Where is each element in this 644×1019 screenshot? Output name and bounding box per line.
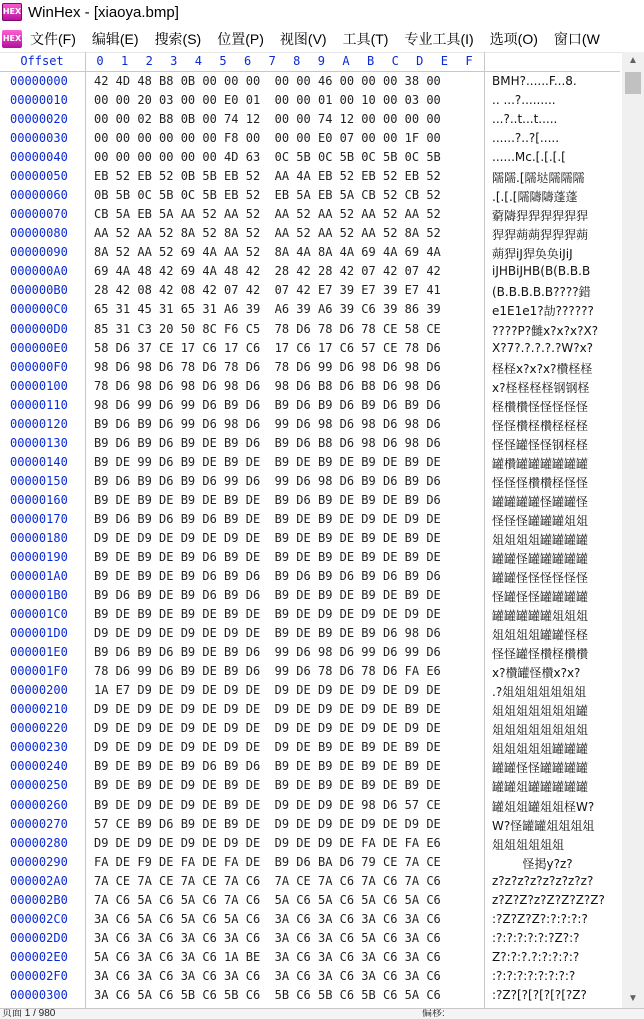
row-text[interactable]: 罐罐俎罐罐罐罐罐 [492,780,589,795]
row-hex-bytes[interactable]: 58 D6 37 CE 17 C6 17 C6 17 C6 17 C6 57 CE 78 D6 [94,340,441,355]
row-text[interactable]: ????P?雠x?x?x?X? [492,323,599,338]
hex-row[interactable] [0,910,620,929]
column-header-7: 7 [268,54,276,68]
row-text[interactable]: 蒴猂iJ猂奂奂iJiJ [492,247,573,262]
row-text[interactable]: 怪怪罐怪欑柽欑欑 [492,647,589,662]
menu-options[interactable]: 选项(O) [489,31,538,47]
row-offset: 00000010 [10,93,68,108]
winhex-app-icon[interactable]: HEX [2,3,22,21]
column-header-B: B [366,54,375,68]
row-offset: 00000300 [10,987,68,1002]
row-offset: 000002E0 [10,949,68,964]
row-offset: 00000000 [10,74,68,88]
row-text[interactable]: Z?:?:?.?:?:?:?:? [492,949,580,964]
offset-column-header: Offset [20,54,64,68]
row-hex-bytes[interactable]: 69 4A 48 42 69 4A 48 42 28 42 28 42 07 42 07 42 [94,264,441,279]
row-text[interactable]: 怪罐怪怪罐罐罐罐 [492,590,589,605]
hex-row[interactable] [0,567,620,586]
menu-view[interactable]: 视图(V) [279,31,327,47]
hex-row[interactable] [0,967,620,986]
hex-row[interactable] [0,129,620,148]
hex-row[interactable] [0,281,620,300]
row-offset: 00000060 [10,188,68,203]
row-offset: 00000260 [10,797,68,812]
hex-row[interactable] [0,510,620,529]
hex-row[interactable] [0,339,620,358]
menu-tools[interactable]: 工具(T) [342,31,389,47]
row-hex-bytes[interactable]: 5A C6 3A C6 3A C6 1A BE 3A C6 3A C6 3A C6 3A C6 [94,949,441,964]
row-hex-bytes[interactable]: 78 D6 99 D6 B9 DE B9 D6 99 D6 78 D6 78 D6 FA E6 [94,664,441,679]
row-hex-bytes[interactable]: B9 DE B9 DE D9 DE B9 DE B9 DE B9 DE B9 DE B9 DE [94,778,441,793]
row-offset: 00000230 [10,740,68,755]
row-text[interactable]: ......?..?[..... [492,131,560,146]
row-offset: 00000270 [10,816,68,831]
menu-file[interactable]: 文件(F) [30,31,76,47]
row-hex-bytes[interactable]: 28 42 08 42 08 42 07 42 07 42 E7 39 E7 39 E7 41 [94,283,441,298]
title-bar [0,0,644,24]
hex-row[interactable] [0,738,620,757]
scroll-up-icon[interactable]: ▲ [628,55,638,66]
row-text[interactable]: 怪怪欑柽欑柽柽柽 [492,418,589,433]
row-offset: 00000220 [10,721,68,736]
hex-row[interactable] [0,377,620,396]
row-hex-bytes[interactable]: 3A C6 3A C6 3A C6 3A C6 3A C6 3A C6 5A C6 3A C6 [94,930,441,945]
hex-row[interactable] [0,624,620,643]
row-text[interactable]: e1E1e1?劼?????? [492,304,594,319]
row-offset: 000002F0 [10,968,68,983]
row-offset: 00000140 [10,454,68,469]
row-text[interactable]: 罐罐罐罐怪罐罐怪 [492,494,589,509]
row-offset: 000001A0 [10,569,68,584]
menu-edit[interactable]: 编辑(E) [91,31,139,47]
hex-row[interactable] [0,891,620,910]
row-offset: 000002B0 [10,892,68,907]
hex-row[interactable] [0,72,620,91]
column-header-3: 3 [170,54,178,68]
row-offset: 00000190 [10,550,68,564]
hex-row[interactable] [0,205,620,224]
vertical-scrollbar[interactable] [622,52,644,1008]
hex-row[interactable] [0,776,620,795]
row-hex-bytes[interactable]: D9 DE D9 DE D9 DE D9 DE D9 DE B9 DE B9 DE B9 DE [94,740,441,755]
hex-row[interactable] [0,243,620,262]
hex-row[interactable] [0,300,620,319]
status-bar [0,1008,644,1019]
row-text[interactable]: 俎俎俎俎俎俎俎罐 [492,704,589,719]
row-offset: 000001C0 [10,607,68,622]
row-text[interactable]: 怪怪怪欑欑柽怪怪 [492,475,589,490]
hex-row[interactable] [0,472,620,491]
row-text[interactable]: 怪掲y?z? [492,856,573,871]
row-offset: 000000E0 [10,340,68,355]
page-indicator: 页面 1 / 980 [2,1008,56,1019]
row-hex-bytes[interactable]: D9 DE D9 DE D9 DE D9 DE D9 DE D9 DE FA DE FA E6 [94,835,441,850]
row-offset: 00000250 [10,778,68,793]
row-text[interactable]: .[.[.[隭隯隯蓬蓬 [492,190,578,205]
row-text[interactable]: :?:?:?:?:?:?Z?:? [492,930,580,945]
row-text[interactable]: 藭隯猂猂猂猂猂猂 [492,209,589,224]
row-offset: 00000180 [10,530,68,545]
row-text[interactable]: z?z?z?z?z?z?z?z? [492,873,594,888]
row-offset: 000000D0 [10,321,68,336]
row-text[interactable]: 罐罐怪罐罐罐罐罐 [492,552,589,566]
column-header-8: 8 [293,54,301,68]
row-text[interactable]: X?7?.?.?.?.?W?x? [492,340,594,355]
row-hex-bytes[interactable]: AA 52 AA 52 8A 52 8A 52 AA 52 AA 52 AA 52 8A 52 [94,226,441,241]
row-offset: 00000040 [10,150,68,165]
row-offset: 000000F0 [10,359,68,374]
column-header-F: F [465,54,473,68]
row-offset: 000000C0 [10,302,68,317]
row-hex-bytes[interactable]: 78 D6 98 D6 98 D6 98 D6 98 D6 B8 D6 B8 D6 98 D6 [94,378,441,393]
row-text[interactable]: x?柽柽柽柽钢钢柽 [492,380,590,395]
scroll-down-icon[interactable]: ▼ [628,993,638,1004]
menu-window[interactable]: 窗口(W [553,31,600,47]
hex-row[interactable] [0,948,620,967]
row-hex-bytes[interactable]: B9 DE B9 DE B9 D6 B9 D6 B9 D6 B9 D6 B9 D6 B9 D6 [94,569,441,584]
row-text[interactable]: 俎俎俎俎俎俎 [492,837,565,852]
row-text[interactable]: 猂猂蒴蒴猂猂猂蒴 [492,228,589,243]
row-hex-bytes[interactable]: B9 DE 99 D6 B9 DE B9 DE B9 DE B9 DE B9 DE B9 DE [94,454,441,469]
row-offset: 00000170 [10,511,68,526]
row-offset: 00000030 [10,131,68,146]
row-hex-bytes[interactable]: EB 52 EB 52 0B 5B EB 52 AA 4A EB 52 EB 52 EB 52 [94,169,441,184]
row-hex-bytes[interactable]: FA DE F9 DE FA DE FA DE B9 D6 BA D6 79 CE 7A CE [94,854,441,869]
row-offset: 00000210 [10,702,68,717]
row-hex-bytes[interactable]: 1A E7 D9 DE D9 DE D9 DE D9 DE D9 DE D9 DE D9 DE [94,683,441,698]
row-offset: 000002A0 [10,873,68,888]
row-hex-bytes[interactable]: 00 00 00 00 00 00 F8 00 00 00 E0 07 00 00 1F 00 [94,131,441,146]
column-header-A: A [342,54,350,68]
row-text[interactable]: ...?..t...t..... [492,112,558,127]
column-header-9: 9 [317,54,325,68]
hex-editor-view[interactable] [0,52,620,1008]
row-text[interactable]: (B.B.B.B.B????錯 [492,285,591,300]
hex-row[interactable] [0,110,620,129]
row-offset: 00000080 [10,226,68,241]
column-header-D: D [416,54,424,68]
hex-row[interactable] [0,396,620,415]
row-text[interactable]: 柽欑欑怪怪怪怪怪 [492,399,589,414]
document-hex-icon[interactable]: HEX [2,30,22,48]
row-offset: 000001B0 [10,588,68,603]
row-offset: 00000050 [10,169,68,184]
hex-row[interactable] [0,986,620,1005]
row-text[interactable]: 柽柽x?x?x?欑柽柽 [492,361,593,376]
row-offset: 00000280 [10,835,68,850]
row-text[interactable]: 俎俎俎俎俎罐罐罐 [492,742,589,757]
row-hex-bytes[interactable]: B9 D6 B9 D6 B9 DE B9 D6 B9 D6 B8 D6 98 D6 98 D6 [94,435,441,450]
row-hex-bytes[interactable]: 8A 52 AA 52 69 4A AA 52 8A 4A 8A 4A 69 4A 69 4A [94,245,441,260]
row-hex-bytes[interactable]: B9 DE D9 DE D9 DE B9 DE D9 DE D9 DE 98 D6 57 CE [94,797,441,812]
row-offset: 000001F0 [10,664,68,679]
row-text[interactable]: 罐俎俎罐俎俎柽W? [492,799,595,814]
menu-bar [0,26,644,53]
row-text[interactable]: 俎俎俎俎俎俎俎俎 [492,723,589,738]
row-offset: 000002D0 [10,930,68,945]
hex-row[interactable] [0,681,620,700]
column-header-C: C [391,54,399,68]
hex-row[interactable] [0,796,620,815]
hex-row[interactable] [0,815,620,834]
hex-row[interactable] [0,719,620,738]
row-text[interactable]: 罐欑罐罐罐罐罐罐 [492,456,589,471]
hex-row[interactable] [0,91,620,110]
offset-indicator: 偏移: [422,1008,445,1019]
row-text[interactable]: 罐罐怪怪罐罐罐罐 [492,761,589,776]
hex-row[interactable] [0,757,620,776]
scroll-thumb[interactable] [625,72,641,94]
hex-row[interactable] [0,415,620,434]
row-text[interactable]: 俎俎俎俎罐罐罐罐 [492,532,589,547]
hex-row[interactable] [0,453,620,472]
hex-row[interactable] [0,224,620,243]
column-header-0: 0 [96,54,104,68]
row-offset: 00000070 [10,207,68,222]
row-offset: 000001E0 [10,645,68,660]
column-header-E: E [440,54,448,68]
row-hex-bytes[interactable]: 7A CE 7A CE 7A CE 7A C6 7A CE 7A C6 7A C6 7A C6 [94,873,441,888]
row-hex-bytes[interactable]: 98 D6 98 D6 78 D6 78 D6 78 D6 99 D6 98 D6 98 D6 [94,359,441,374]
row-hex-bytes[interactable]: 98 D6 99 D6 99 D6 B9 D6 B9 D6 B9 D6 B9 D6 B9 D6 [94,397,441,412]
row-offset: 00000130 [10,435,68,450]
row-hex-bytes[interactable]: B9 DE B9 DE B9 DE B9 DE B9 DE D9 DE D9 DE D9 DE [94,607,441,622]
row-text[interactable]: W?怪罐罐俎俎俎俎 [492,818,595,833]
row-text[interactable]: :?Z?[?[?[?[?[?Z? [492,987,587,1002]
row-text[interactable]: :?Z?Z?Z?:?:?:?:? [492,911,588,926]
row-offset: 000000B0 [10,283,68,298]
row-hex-bytes[interactable]: B9 D6 B9 D6 99 D6 98 D6 99 D6 98 D6 98 D6 98 D6 [94,416,441,431]
hex-column-header [0,52,620,72]
row-hex-bytes[interactable]: 00 00 20 03 00 00 E0 01 00 00 01 00 10 00 03 00 [94,93,441,108]
hex-row[interactable] [0,358,620,377]
row-hex-bytes[interactable]: B9 DE B9 DE B9 DE B9 DE B9 D6 B9 DE B9 DE B9 D6 [94,492,441,507]
row-offset: 00000020 [10,112,68,127]
column-header-4: 4 [194,54,202,68]
row-hex-bytes[interactable]: D9 DE D9 DE D9 DE D9 DE B9 DE B9 DE B9 D6 98 D6 [94,626,441,641]
hex-row[interactable] [0,262,620,281]
column-header-5: 5 [219,54,227,68]
row-text[interactable]: 怪怪罐怪怪钢柽柽 [492,437,589,452]
row-text[interactable]: 罐罐罐罐罐俎俎俎 [492,609,589,624]
row-hex-bytes[interactable]: 57 CE B9 D6 B9 DE B9 DE D9 DE D9 DE D9 DE D9 DE [94,816,441,831]
row-text[interactable]: z?Z?Z?z?Z?Z?Z?Z? [492,892,605,907]
row-hex-bytes[interactable]: B9 D6 B9 D6 B9 D6 B9 DE B9 DE B9 DE D9 DE D9 DE [94,511,441,526]
row-offset: 00000090 [10,245,68,260]
window-title: WinHex - [xiaoya.bmp] [28,3,179,21]
row-text[interactable]: iJHBiJHB(B(B.B.B [492,264,591,279]
row-hex-bytes[interactable]: B9 D6 B9 D6 B9 D6 99 D6 99 D6 98 D6 B9 D6 B9 D6 [94,473,441,488]
hex-row[interactable] [0,491,620,510]
row-text[interactable]: :?:?:?:?:?:?:?:? [492,968,576,983]
row-hex-bytes[interactable]: D9 DE D9 DE D9 DE D9 DE B9 DE B9 DE B9 DE B9 DE [94,530,441,545]
row-hex-bytes[interactable]: CB 5A EB 5A AA 52 AA 52 AA 52 AA 52 AA 52 AA 52 [94,207,441,222]
row-offset: 000000A0 [10,264,68,279]
row-hex-bytes[interactable]: D9 DE D9 DE D9 DE D9 DE D9 DE D9 DE D9 DE B9 DE [94,702,441,717]
row-hex-bytes[interactable]: B9 D6 B9 DE B9 D6 B9 D6 B9 DE B9 DE B9 DE B9 DE [94,588,441,603]
hex-row[interactable] [0,320,620,339]
hex-row[interactable] [0,853,620,872]
column-header-2: 2 [145,54,153,68]
menu-specialist-tools[interactable]: 专业工具(I) [404,31,474,47]
row-text[interactable]: x?欑罐怪欑x?x? [492,666,581,681]
row-text[interactable]: .. ...?......... [492,93,556,108]
row-hex-bytes[interactable]: 00 00 00 00 00 00 4D 63 0C 5B 0C 5B 0C 5B 0C 5B [94,150,441,165]
row-offset: 00000100 [10,378,68,393]
row-hex-bytes[interactable]: 65 31 45 31 65 31 A6 39 A6 39 A6 39 C6 39 86 39 [94,302,441,317]
row-hex-bytes[interactable]: 3A C6 5A C6 5A C6 5A C6 3A C6 3A C6 3A C6 3A C6 [94,911,441,926]
hex-row[interactable] [0,548,620,567]
hex-row[interactable] [0,834,620,853]
row-offset: 000001D0 [10,626,68,641]
row-hex-bytes[interactable]: 00 00 02 B8 0B 00 74 12 00 00 74 12 00 00 00 00 [94,112,441,127]
row-hex-bytes[interactable]: 3A C6 3A C6 3A C6 3A C6 3A C6 3A C6 3A C6 3A C6 [94,968,441,983]
menu-search[interactable]: 搜索(S) [154,31,202,47]
hex-row[interactable] [0,529,620,548]
row-offset: 00000160 [10,492,68,507]
hex-row[interactable] [0,605,620,624]
hex-row[interactable] [0,167,620,186]
row-offset: 00000150 [10,473,68,488]
hex-row[interactable] [0,872,620,891]
hex-row[interactable] [0,700,620,719]
row-text[interactable]: .?俎俎俎俎俎俎俎 [492,685,587,700]
menu-position[interactable]: 位置(P) [217,31,264,47]
hex-row[interactable] [0,186,620,205]
row-offset: 00000200 [10,683,68,698]
row-hex-bytes[interactable]: 3A C6 5A C6 5B C6 5B C6 5B C6 5B C6 5B C6 5A C6 [94,987,441,1002]
row-hex-bytes[interactable]: B9 D6 B9 D6 B9 DE B9 D6 99 D6 98 D6 99 D6 99 D6 [94,645,441,660]
row-text[interactable]: BMH?......F...8. [492,74,577,88]
row-hex-bytes[interactable]: D9 DE D9 DE D9 DE D9 DE D9 DE D9 DE D9 DE D9 DE [94,721,441,736]
row-hex-bytes[interactable]: 7A C6 5A C6 5A C6 7A C6 5A C6 5A C6 5A C6 5A C6 [94,892,441,907]
hex-row[interactable] [0,148,620,167]
hex-row[interactable] [0,643,620,662]
hex-row[interactable] [0,929,620,948]
row-hex-bytes[interactable]: B9 DE B9 DE B9 D6 B9 D6 B9 DE B9 DE B9 DE B9 DE [94,759,441,774]
column-header-6: 6 [243,54,252,68]
column-header-1: 1 [120,54,129,68]
row-text[interactable]: 俎俎俎俎罐罐怪柽 [492,628,589,643]
row-offset: 00000110 [10,397,68,412]
row-text[interactable]: 罐罐怪怪怪怪怪怪 [492,571,589,586]
row-offset: 00000120 [10,416,68,431]
row-hex-bytes[interactable]: 0B 5B 0C 5B 0C 5B EB 52 EB 5A EB 5A CB 52 CB 52 [94,188,441,203]
row-offset: 000002C0 [10,911,68,926]
row-hex-bytes[interactable]: B9 DE B9 DE B9 D6 B9 DE B9 DE B9 DE B9 DE B9 DE [94,550,441,564]
row-hex-bytes[interactable]: 42 4D 48 B8 0B 00 00 00 00 00 46 00 00 00 38 00 [94,74,441,88]
row-text[interactable]: ......Mc.[.[.[.[ [492,150,566,165]
row-text[interactable]: 怪怪怪罐罐罐俎俎 [492,513,589,528]
hex-row[interactable] [0,662,620,681]
hex-row[interactable] [0,434,620,453]
row-offset: 00000240 [10,759,68,774]
row-hex-bytes[interactable]: 85 31 C3 20 50 8C F6 C5 78 D6 78 D6 78 CE 58 CE [94,321,441,336]
row-text[interactable]: 隭隭.[隭垯隭隭隭 [492,171,585,186]
hex-row[interactable] [0,586,620,605]
row-offset: 00000290 [10,854,68,869]
